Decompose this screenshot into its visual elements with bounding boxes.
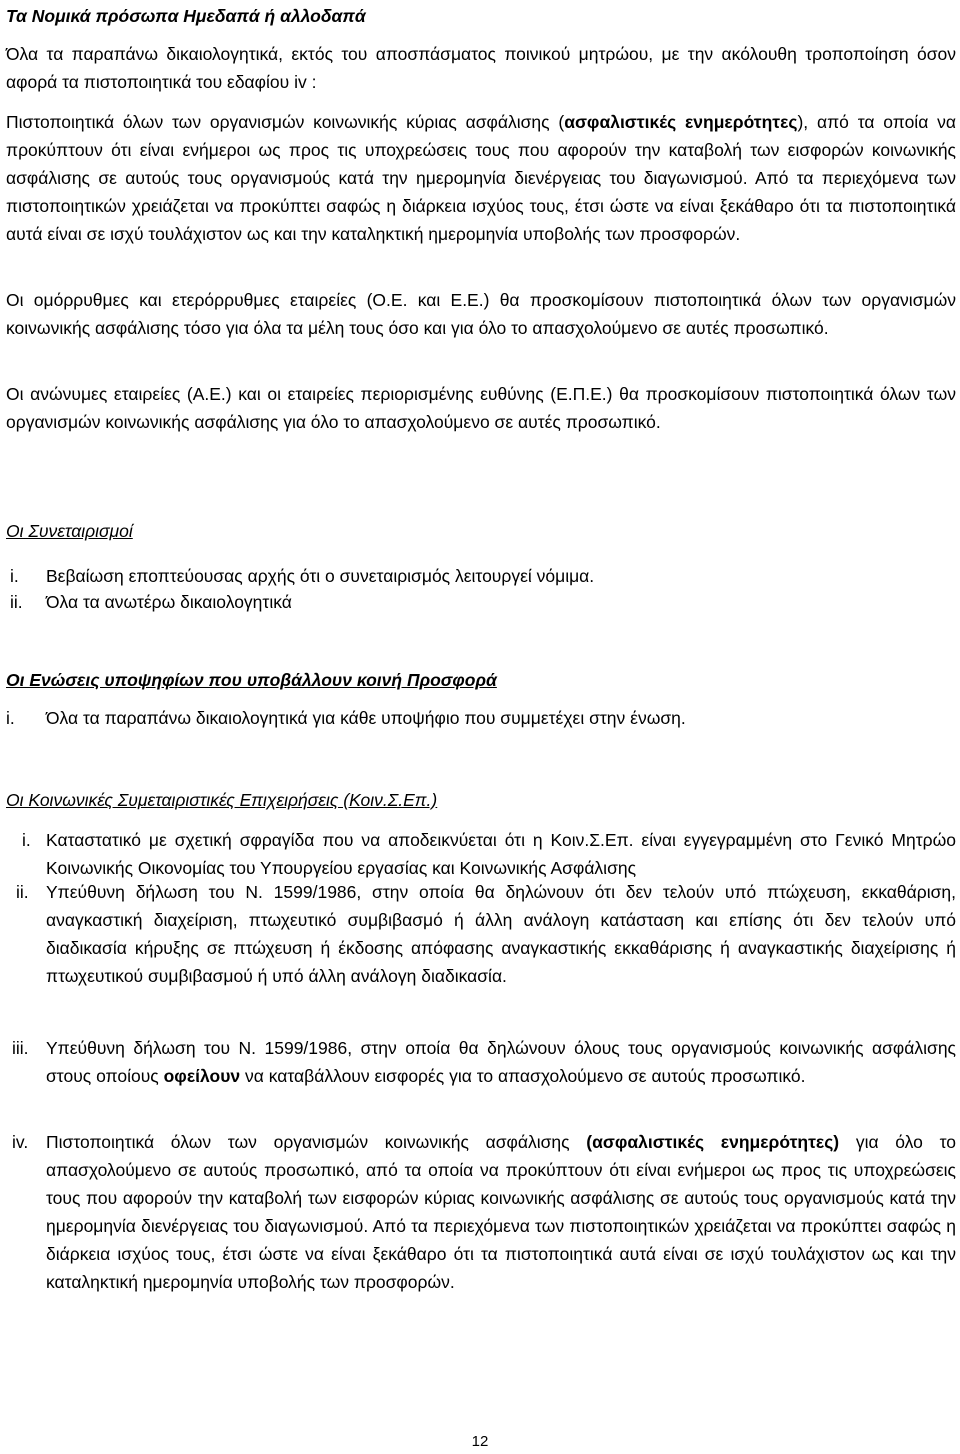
paragraph-oe-ee: Οι ομόρρυθμες και ετερόρρυθμες εταιρείες (Ο.Ε. και Ε.Ε.) θα προσκομίσουν πιστοποιητικά όλων των οργανισμών κοινωνικής ασφάλισης τόσο για όλα τα μέλη τους όσο και για όλο το απασχολούμενο σε αυτές προσωπικό. [6,290,956,338]
heading-cooperatives: Οι Συνεταιρισμοί [6,521,133,541]
list-number: i. [6,708,15,728]
paragraph-ae-epe: Οι ανώνυμες εταιρείες (Α.Ε.) και οι εταιρείες περιορισμένης ευθύνης (Ε.Π.Ε.) θα προσκομίσουν πιστοποιητικά όλων των οργανισμών κοινωνικής ασφάλισης για όλο το απασχολούμενο σε αυτές προσωπικό. [6,384,956,432]
text-segment: Υπεύθυνη δήλωση του Ν. 1599/1986, στην οποία θα δηλώνουν όλους τους οργανισμούς κοινωνικής ασφάλισης στους οποίους [46,1038,956,1086]
paragraph-legal-entities-intro: Όλα τα παραπάνω δικαιολογητικά, εκτός του αποσπάσματος ποινικού μητρώου, με την ακόλουθη τροποποίηση όσον αφορά τα πιστοποιητικά του εδαφίου iv : [6,44,956,92]
list-item [0,704,960,732]
bold-text: ασφαλιστικές ενημερότητες [564,112,798,132]
heading-unions: Οι Ενώσεις υποψηφίων που υποβάλλουν κοινή Προσφορά [6,670,497,690]
list-text: Υπεύθυνη δήλωση του Ν. 1599/1986, στην οποία θα δηλώνουν ότι δεν τελούν υπό πτώχευση, εκκαθάριση, αναγκαστική διαχείριση, πτωχευτικό συμβιβασμό ή άλλη ανάλογη κατάσταση και επίσης ότι δεν τελούν υπό διαδικασία κήρυξης σε πτώχευση ή έκδοσης απόφασης αναγκαστικής εκκαθάρισης ή αναγκαστικής διαχείρισης ή πτωχευτικού συμβιβασμού ή υπό άλλη ανάλογη διαδικασία. [46,882,956,986]
paragraph-insurance-certificates [6,108,956,248]
list-number: i. [22,830,31,850]
text-segment: ), από τα οποία να προκύπτουν ότι είναι ενήμεροι ως προς τις υποχρεώσεις τους που αφορούν την καταβολή των εισφορών κοινωνικής ασφάλισης σε αυτούς τους οργανισμούς κατά την ημερομηνία διενέργειας του διαγωνισμού. Από τα περιεχόμενα των πιστοποιητικών χρειάζεται να προκύπτει σαφώς η διάρκεια ισχύος τους, έτσι ώστε να είναι ξεκάθαρο ότι τα πιστοποιητικά αυτά είναι σε ισχύ τουλάχιστον ως και την καταληκτική ημερομηνία υποβολής των προσφορών. [6,112,956,244]
list-number: ii. [10,592,23,612]
list-number: ii. [16,882,29,902]
list-item [0,562,960,590]
list-text: Βεβαίωση εποπτεύουσας αρχής ότι ο συνεταιρισμός λειτουργεί νόμιμα. [46,566,595,586]
text-segment: να καταβάλλουν εισφορές για το απασχολούμενο σε αυτούς προσωπικό. [240,1066,806,1086]
heading-legal-entities: Τα Νομικά πρόσωπα Ημεδαπά ή αλλοδαπά [6,6,366,26]
text-segment: Πιστοποιητικά όλων των οργανισμών κοινωνικής κύριας ασφάλισης ( [6,112,565,132]
list-item [0,1128,960,1324]
list-item [0,878,960,1018]
list-item [0,588,960,616]
bold-text: οφείλουν [163,1066,241,1086]
list-item [0,826,960,882]
list-text: Όλα τα ανωτέρω δικαιολογητικά [46,592,292,612]
text-segment: για όλο το απασχολούμενο σε αυτούς προσωπικό, από τα οποία να προκύπτουν ότι είναι ενήμεροι ως προς τις υποχρεώσεις τους που αφορούν την καταβολή των εισφορών κύριας κοινωνικής ασφάλισης σε αυτούς τους οργανισμούς κατά την ημερομηνία διενέργειας του διαγωνισμού. Από τα περιεχόμενα των πιστοποιητικών χρειάζεται να προκύπτει σαφώς η διάρκεια ισχύος τους, έτσι ώστε να είναι ξεκάθαρο ότι τα πιστοποιητικά αυτά είναι σε ισχύ τουλάχιστον ως και την καταληκτική ημερομηνία υποβολής των προσφορών. [46,1132,956,1292]
bold-text: (ασφαλιστικές ενημερότητες) [586,1132,840,1152]
list-text [46,1034,956,1090]
heading-koinsep: Οι Κοινωνικές Συμεταιριστικές Επιχειρήσεις (Κοιν.Σ.Επ.) [6,790,438,810]
list-number: iv. [12,1132,29,1152]
list-text: Όλα τα παραπάνω δικαιολογητικά για κάθε υποψήφιο που συμμετέχει στην ένωση. [46,708,686,728]
list-number: iii. [12,1038,29,1058]
text-segment: Πιστοποιητικά όλων των οργανισμών κοινωνικής ασφάλισης [46,1132,587,1152]
page-number: 12 [471,1433,489,1450]
list-item [0,1034,960,1118]
list-number: i. [10,566,19,586]
list-text: Καταστατικό με σχετική σφραγίδα που να αποδεικνύεται ότι η Κοιν.Σ.Επ. είναι εγγεγραμμένη στο Γενικό Μητρώο Κοινωνικής Οικονομίας του Υπουργείου εργασίας και Κοινωνικής Ασφάλισης [46,830,956,878]
list-text [46,1128,956,1296]
